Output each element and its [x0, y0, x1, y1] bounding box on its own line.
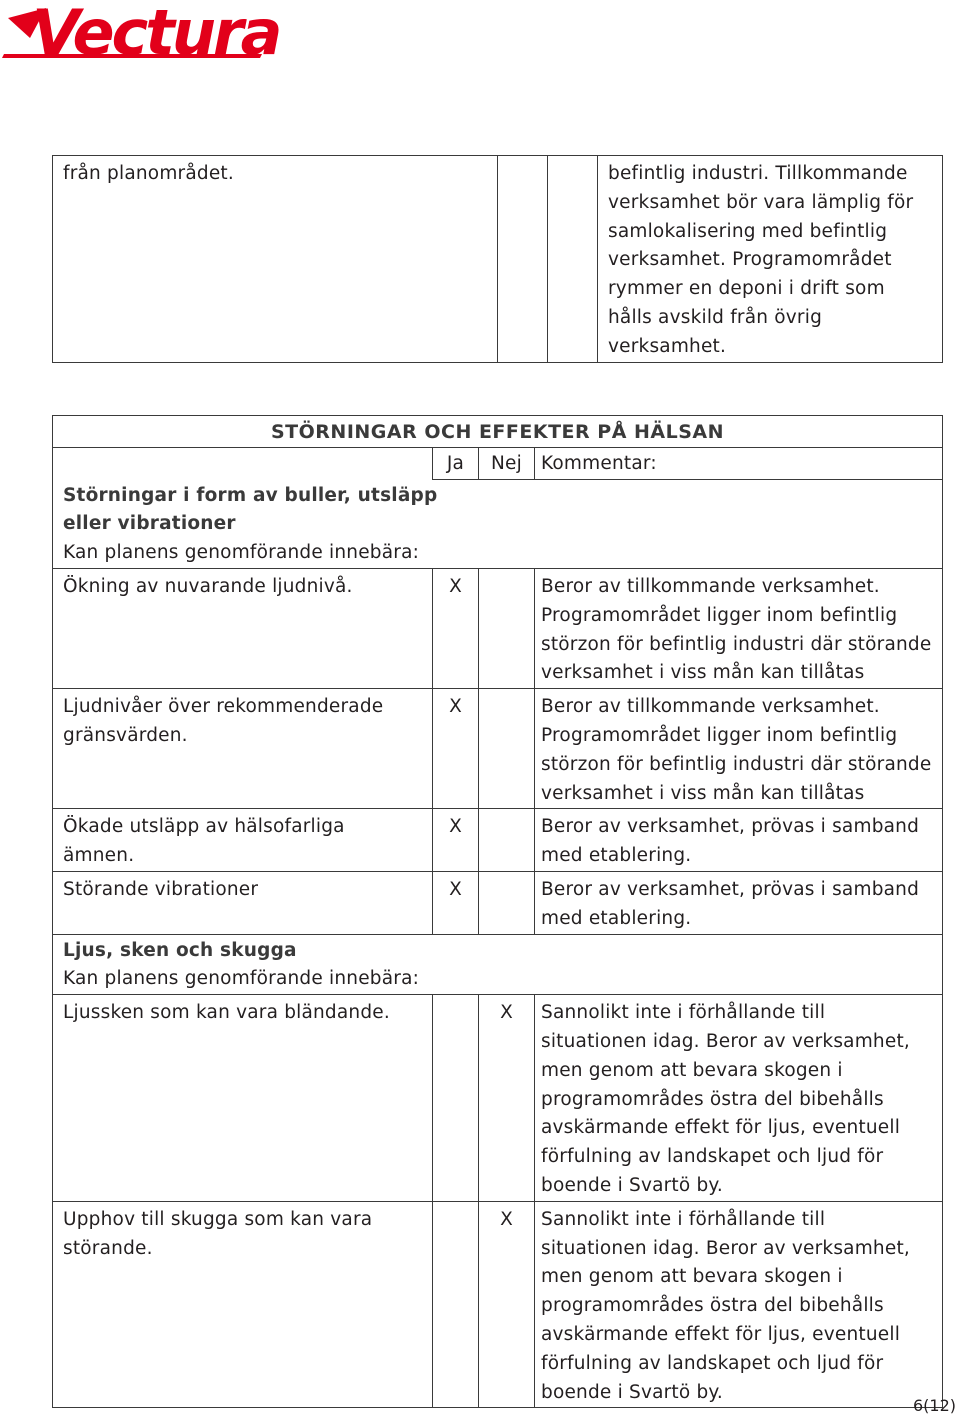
row-question: Störande vibrationer — [53, 871, 433, 934]
row-nej — [479, 689, 535, 809]
row-question: Ljussken som kan vara bländande. — [53, 995, 433, 1202]
section2-title: Ljus, sken och skugga — [63, 939, 297, 961]
row-comment: Sannolikt inte i förhållande till situationen idag. Beror av verksamhet, men genom att bevara skogen i programområdes östra del bibehålls avskärmande effekt för ljus, eventuell förfulning av landskapet och ljud för boende i Svartö by. — [535, 995, 943, 1202]
top-ja-cell — [498, 156, 548, 363]
page-number: 6(12) — [912, 1396, 956, 1415]
top-right-cell: befintlig industri. Tillkommande verksamhet bör vara lämplig för samlokalisering med befintlig verksamhet. Programområdet rymmer en deponi i drift som hålls avskild från övrig verksamhet. — [598, 156, 943, 363]
row-ja: X — [433, 689, 479, 809]
section2-header — [53, 934, 535, 995]
header-empty-cell — [53, 447, 433, 479]
col-nej: Nej — [479, 447, 535, 479]
row-ja: X — [433, 809, 479, 872]
row-comment: Beror av verksamhet, prövas i samband med etablering. — [535, 809, 943, 872]
vectura-logo — [2, 0, 292, 64]
row-comment: Beror av verksamhet, prövas i samband med etablering. — [535, 871, 943, 934]
section1-title-line2: eller vibrationer — [63, 513, 236, 535]
row-ja — [433, 1201, 479, 1408]
row-nej: X — [479, 1201, 535, 1408]
section1-header — [53, 479, 535, 568]
top-left-cell: från planområdet. — [53, 156, 498, 363]
row-question: Ökning av nuvarande ljudnivå. — [53, 568, 433, 688]
section2-header-comment — [535, 934, 943, 995]
row-question: Upphov till skugga som kan vara störande. — [53, 1201, 433, 1408]
section2-intro: Kan planens genomförande innebära: — [63, 968, 420, 990]
col-kommentar: Kommentar: — [535, 447, 943, 479]
row-comment: Sannolikt inte i förhållande till situationen idag. Beror av verksamhet, men genom att bevara skogen i programområdes östra del bibehålls avskärmande effekt för ljus, eventuell förfulning av landskapet och ljud för boende i Svartö by. — [535, 1201, 943, 1408]
health-table — [52, 415, 943, 1408]
top-nej-cell — [548, 156, 598, 363]
table-heading: STÖRNINGAR OCH EFFEKTER PÅ HÄLSAN — [53, 416, 943, 448]
section1-title-line1: Störningar i form av buller, utsläpp — [63, 484, 438, 506]
col-ja: Ja — [433, 447, 479, 479]
row-nej — [479, 809, 535, 872]
row-ja: X — [433, 568, 479, 688]
row-comment: Beror av tillkommande verksamhet. Programområdet ligger inom befintlig störzon för befintlig industri där störande verksamhet i viss mån kan tillåtas — [535, 568, 943, 688]
row-question: Ökade utsläpp av hälsofarliga ämnen. — [53, 809, 433, 872]
row-ja — [433, 995, 479, 1202]
svg-text:Vectura: Vectura — [32, 0, 280, 64]
section1-header-comment — [535, 479, 943, 568]
section1-intro: Kan planens genomförande innebära: — [63, 542, 420, 564]
row-comment: Beror av tillkommande verksamhet. Programområdet ligger inom befintlig störzon för befintlig industri där störande verksamhet i viss mån kan tillåtas — [535, 689, 943, 809]
row-question: Ljudnivåer över rekommenderade gränsvärden. — [53, 689, 433, 809]
top-table — [52, 155, 943, 363]
row-nej — [479, 871, 535, 934]
row-nej — [479, 568, 535, 688]
row-ja: X — [433, 871, 479, 934]
row-nej: X — [479, 995, 535, 1202]
